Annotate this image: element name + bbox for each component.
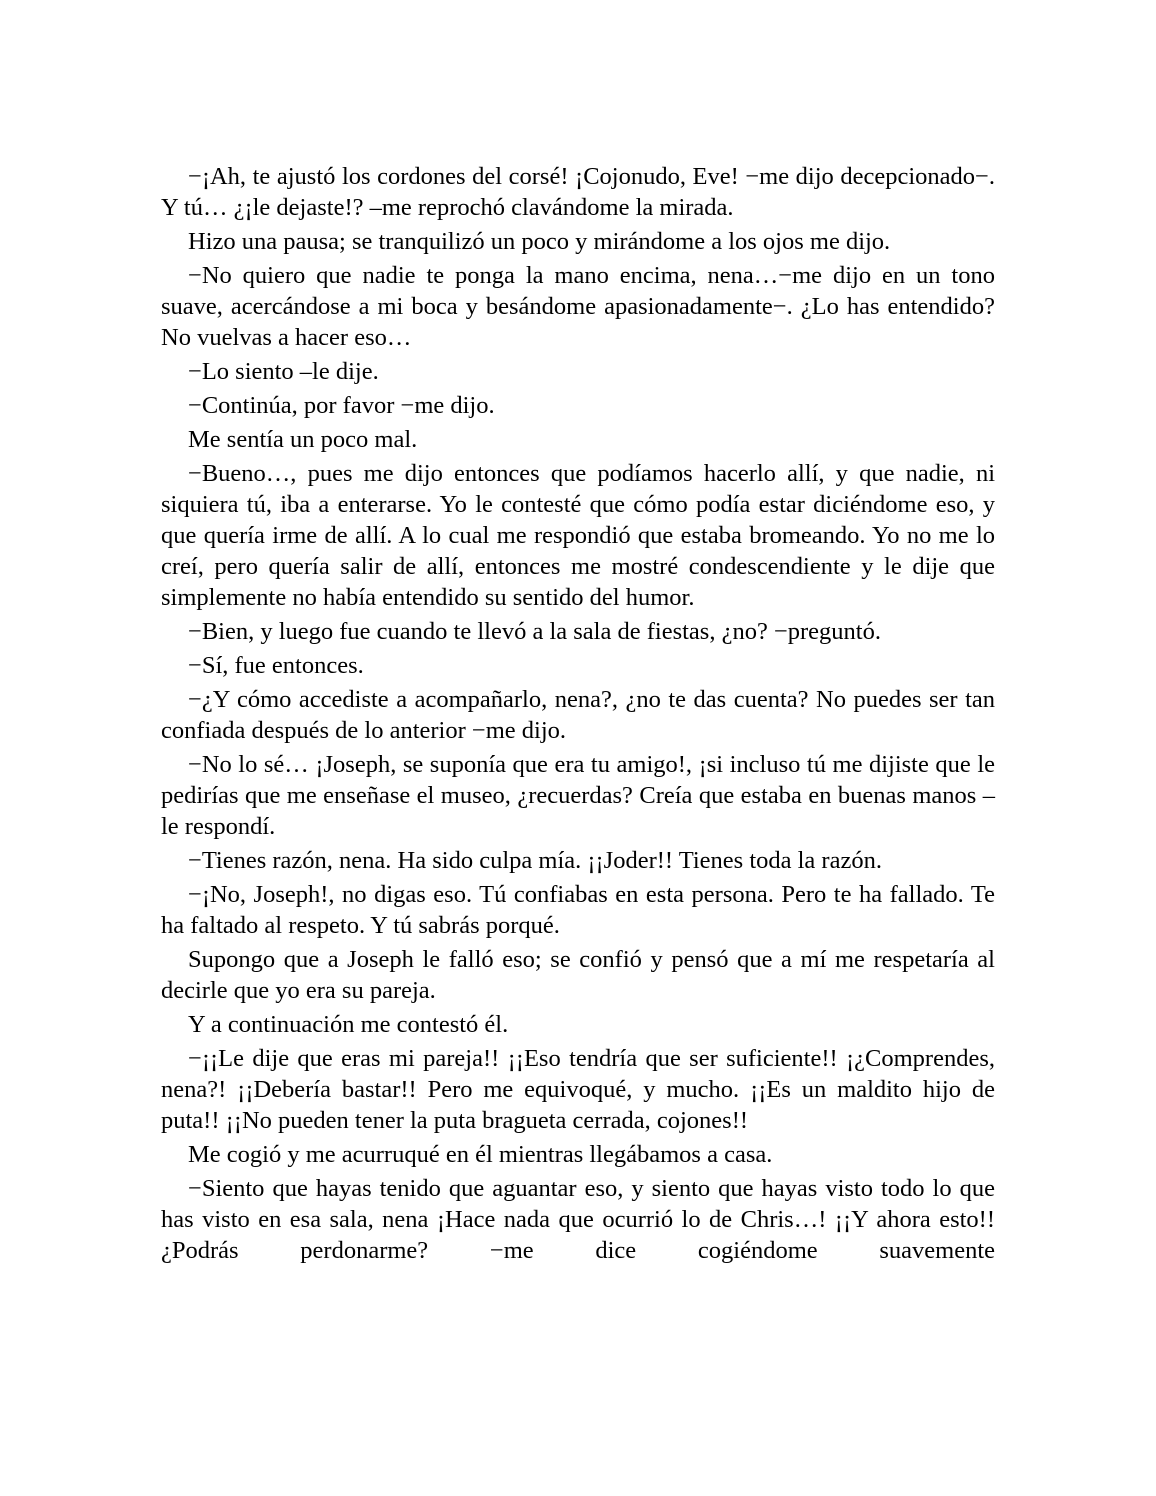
paragraph: −Siento que hayas tenido que aguantar eso, y siento que hayas visto todo lo que has visto en esa sala, nena ¡Hace nada que ocurrió lo de Chris…! ¡¡Y ahora esto!! ¿Podrás perdonarme? −me dice cogiéndome suavemente [161,1175,995,1264]
paragraph: −¡¡Le dije que eras mi pareja!! ¡¡Eso tendría que ser suficiente!! ¡¿Comprendes, nena?! ¡¡Debería bastar!! Pero me equivoqué, y mucho. ¡¡Es un maldito hijo de puta!! ¡¡No pueden tener la puta bragueta cerrada, cojones!! [161,1045,995,1134]
paragraph: Me sentía un poco mal. [188,426,418,453]
paragraph: −No quiero que nadie te ponga la mano encima, nena…−me dijo en un tono suave, acercándose a mi boca y besándome apasionadamente−. ¿Lo has entendido? No vuelvas a hacer eso… [161,262,995,351]
paragraph: −No lo sé… ¡Joseph, se suponía que era tu amigo!, ¡si incluso tú me dijiste que le pedirías que me enseñase el museo, ¿recuerdas? Creía que estaba en buenas manos –le respondí. [161,751,995,840]
paragraph: −Continúa, por favor −me dijo. [188,392,495,419]
paragraph: −¿Y cómo accediste a acompañarlo, nena?, ¿no te das cuenta? No puedes ser tan confiada después de lo anterior −me dijo. [161,686,995,744]
paragraph: Hizo una pausa; se tranquilizó un poco y mirándome a los ojos me dijo. [188,228,891,255]
paragraph: −Bien, y luego fue cuando te llevó a la sala de fiestas, ¿no? −preguntó. [188,618,881,645]
paragraph: −¡No, Joseph!, no digas eso. Tú confiabas en esta persona. Pero te ha fallado. Te ha faltado al respeto. Y tú sabrás porqué. [161,881,995,939]
paragraph: Supongo que a Joseph le falló eso; se confió y pensó que a mí me respetaría al decirle que yo era su pareja. [161,946,995,1004]
paragraph: −Tienes razón, nena. Ha sido culpa mía. ¡¡Joder!! Tienes toda la razón. [188,847,882,874]
paragraph: −Bueno…, pues me dijo entonces que podíamos hacerlo allí, y que nadie, ni siquiera tú, iba a enterarse. Yo le contesté que cómo podía estar diciéndome eso, y que quería irme de allí. A lo cual me respondió que estaba bromeando. Yo no me lo creí, pero quería salir de allí, entonces me mostré condescendiente y le dije que simplemente no había entendido su sentido del humor. [161,460,995,611]
paragraph: −Sí, fue entonces. [188,652,364,679]
paragraph: Y a continuación me contestó él. [188,1011,509,1038]
paragraph: −Lo siento –le dije. [188,358,379,385]
page-text [161,161,995,1269]
paragraph: Me cogió y me acurruqué en él mientras llegábamos a casa. [188,1141,773,1168]
paragraph: −¡Ah, te ajustó los cordones del corsé! ¡Cojonudo, Eve! −me dijo decepcionado−. Y tú… ¿¡le dejaste!? –me reprochó clavándome la mirada. [161,163,995,221]
